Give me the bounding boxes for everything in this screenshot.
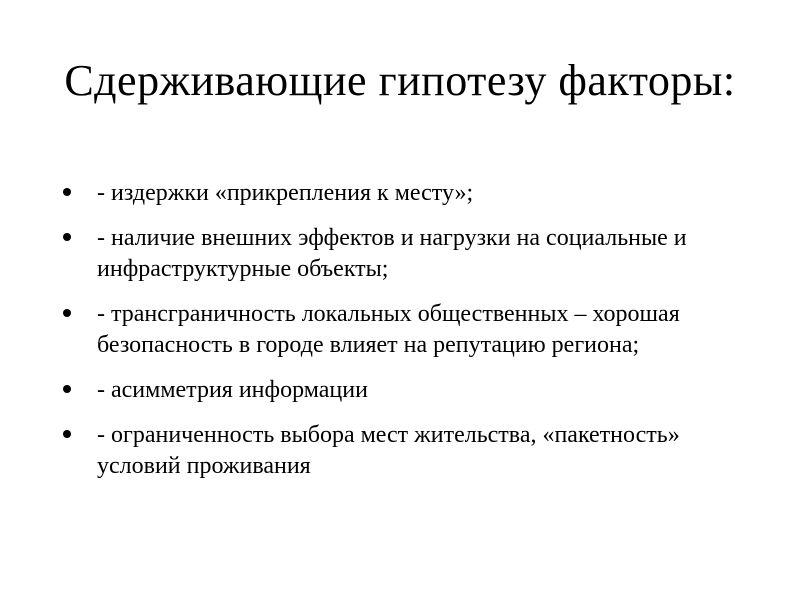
bullet-text: - трансграничность локальных общественных – хорошая безопасность в городе влияет на репутацию региона; [97,301,680,358]
list-item [60,223,750,285]
bullet-icon [63,188,71,196]
bullet-icon [63,385,71,393]
bullet-icon [63,430,71,438]
bullet-icon [63,233,71,241]
bullet-text: - асимметрия информации [97,377,368,403]
bullet-list [60,178,750,496]
bullet-text: - издержки «прикрепления к месту»; [97,180,474,206]
list-item [60,178,750,209]
list-item [60,375,750,406]
bullet-text: - ограниченность выбора мест жительства, «пакетность» условий проживания [97,422,680,479]
list-item [60,299,750,361]
bullet-icon [63,309,71,317]
slide-title: Сдерживающие гипотезу факторы: [64,56,736,105]
bullet-text: - наличие внешних эффектов и нагрузки на социальные и инфраструктурные объекты; [97,225,687,282]
list-item [60,420,750,482]
